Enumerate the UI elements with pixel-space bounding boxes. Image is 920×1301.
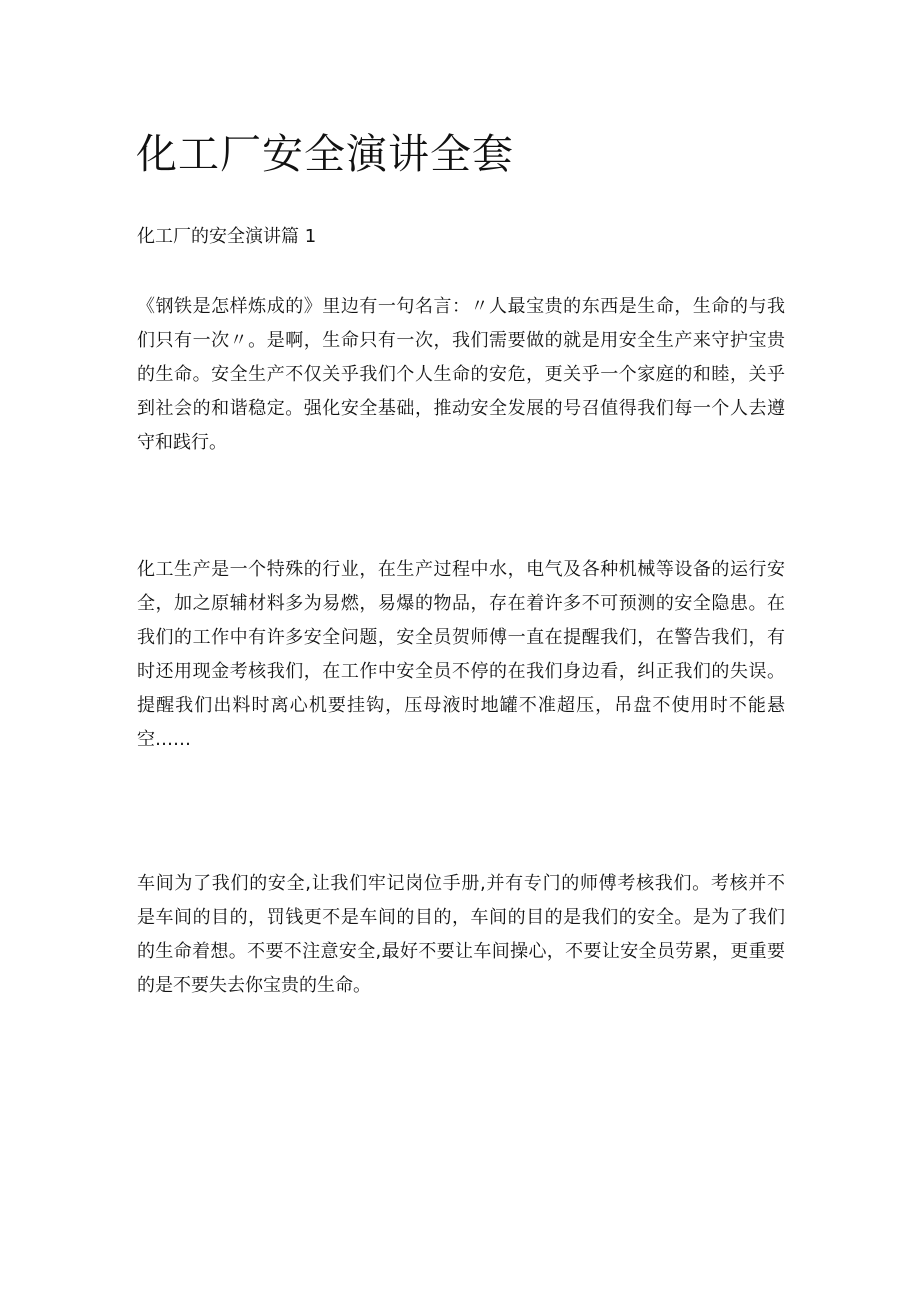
paragraph-line: 的生命着想。不要不注意安全,最好不要让车间操心，不要让安全员劳累，更重要 <box>137 941 785 962</box>
paragraph-line: 化工生产是一个特殊的行业，在生产过程中水，电气及各种机械等设备的运行安 <box>137 559 785 580</box>
paragraph-line: 时还用现金考核我们，在工作中安全员不停的在我们身边看，纠正我们的失误。 <box>137 661 785 682</box>
paragraph-line: 到社会的和谐稳定。强化安全基础，推动安全发展的号召值得我们每一个人去遵 <box>137 398 785 419</box>
paragraph-line: 守和践行。 <box>137 432 227 453</box>
paragraph-line: 全，加之原辅材料多为易燃，易爆的物品，存在着许多不可预测的安全隐患。在 <box>137 593 785 614</box>
document-subtitle: 化工厂的安全演讲篇 1 <box>137 226 317 247</box>
paragraph-line: 提醒我们出料时离心机要挂钩，压母液时地罐不准超压，吊盘不使用时不能悬 <box>137 695 785 716</box>
paragraph-1 <box>137 290 785 460</box>
paragraph-line: 们只有一次〃。是啊，生命只有一次，我们需要做的就是用安全生产来守护宝贵 <box>137 330 785 351</box>
paragraph-line: 的生命。安全生产不仅关乎我们个人生命的安危，更关乎一个家庭的和睦，关乎 <box>137 364 785 385</box>
document-title: 化工厂安全演讲全套 <box>136 130 514 178</box>
paragraph-line: 《钢铁是怎样炼成的》里边有一句名言：〃人最宝贵的东西是生命，生命的与我 <box>137 296 785 317</box>
paragraph-2 <box>137 553 785 757</box>
paragraph-line: 是车间的目的，罚钱更不是车间的目的，车间的目的是我们的安全。是为了我们 <box>137 907 785 928</box>
paragraph-line: 空…… <box>137 729 191 750</box>
paragraph-line: 的是不要失去你宝贵的生命。 <box>137 975 371 996</box>
paragraph-line: 车间为了我们的安全,让我们牢记岗位手册,并有专门的师傅考核我们。考核并不 <box>137 873 785 894</box>
paragraph-line: 我们的工作中有许多安全问题，安全员贺师傅一直在提醒我们，在警告我们，有 <box>137 627 785 648</box>
paragraph-3 <box>137 867 785 1003</box>
